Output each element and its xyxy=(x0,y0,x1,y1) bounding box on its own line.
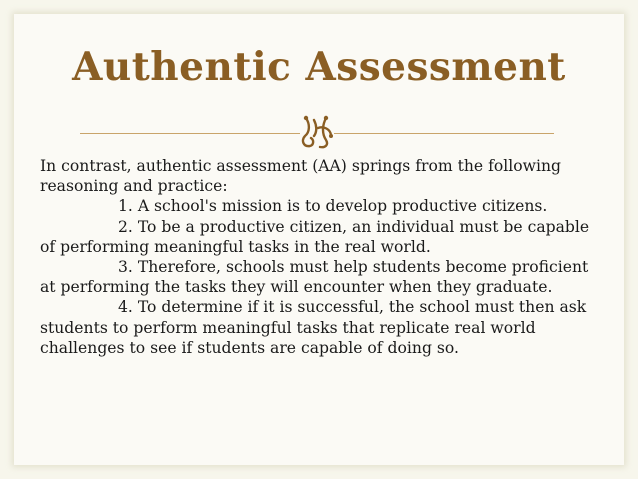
list-item: 4. To determine if it is successful, the school must then ask students to perform meaningful tasks that replicate real world challenges to see if students are capable of doing so. xyxy=(40,298,587,357)
list-item: 3. Therefore, schools must help students become proficient at performing the tasks they will encounter when they graduate. xyxy=(40,258,589,297)
title-divider-right xyxy=(334,133,554,134)
list-item: 1. A school's mission is to develop productive citizens. xyxy=(118,197,548,216)
list-item: 2. To be a productive citizen, an individual must be capable of performing meaningful tasks in the real world. xyxy=(40,217,590,256)
intro-paragraph: In contrast, authentic assessment (AA) springs from the following reasoning and practice: xyxy=(40,157,561,196)
body-text xyxy=(40,156,600,358)
fleuron-icon xyxy=(300,114,334,150)
title-divider-left xyxy=(80,133,300,134)
slide-title: Authentic Assessment xyxy=(72,44,566,90)
